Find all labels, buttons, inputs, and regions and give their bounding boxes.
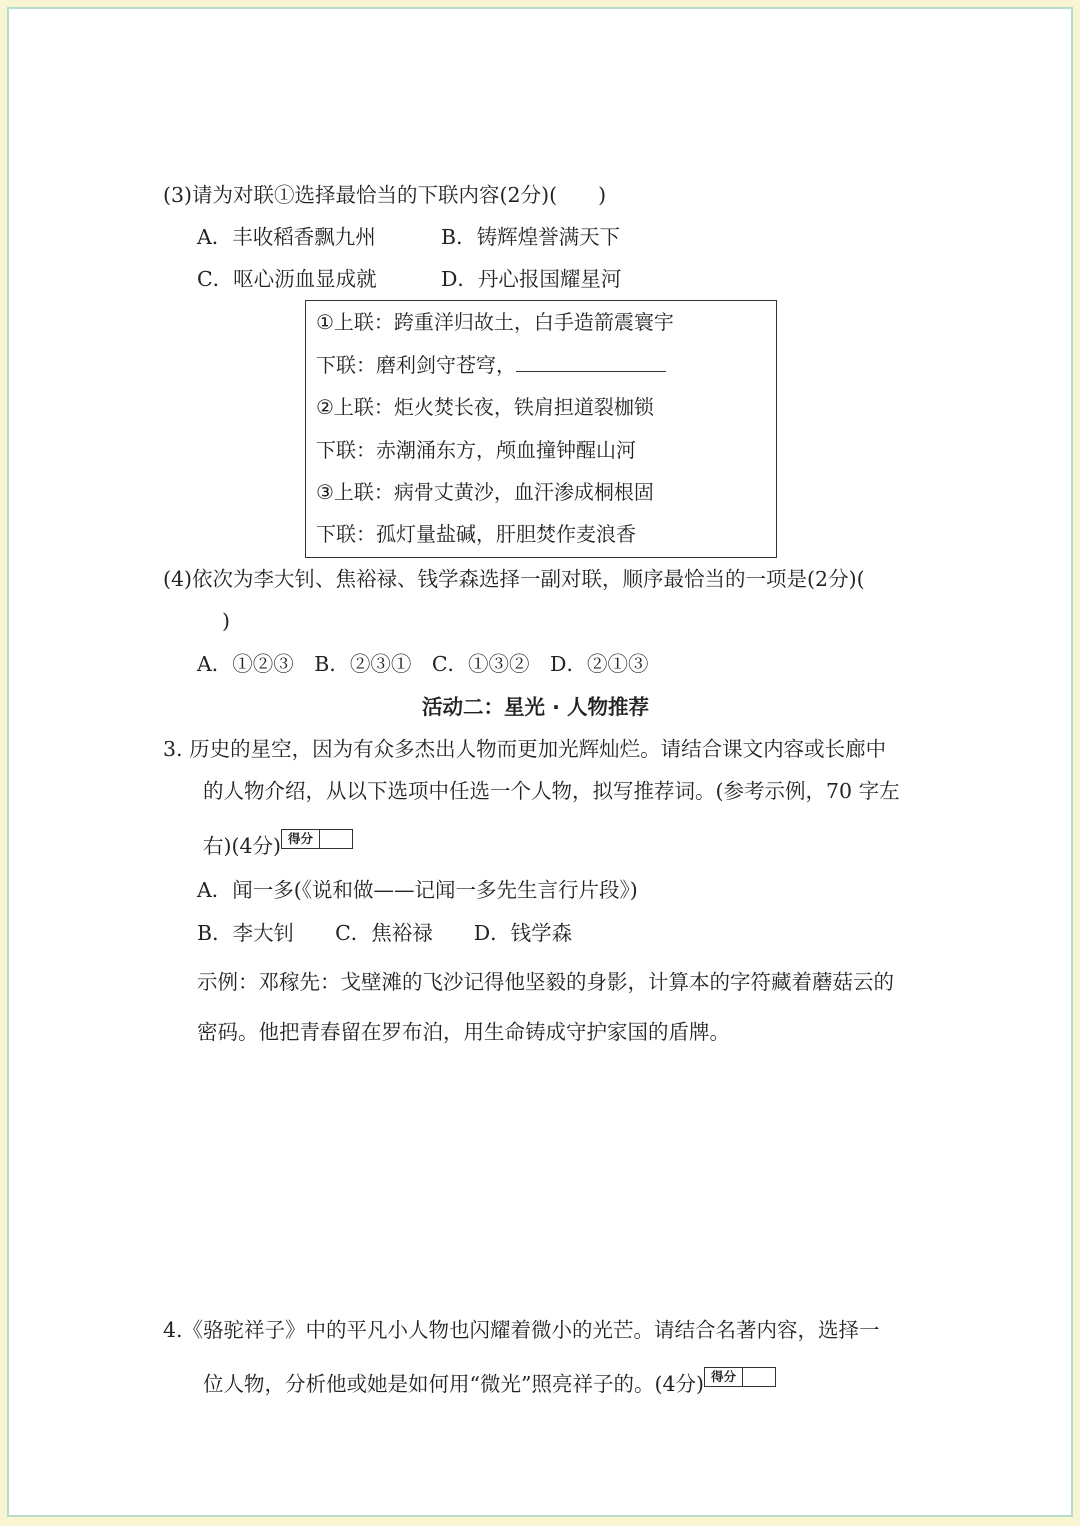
couplet-1-lower-text: 下联：磨利剑守苍穹， — [316, 353, 516, 377]
couplet-3-upper: ③上联：病骨丈黄沙，血汗渗成桐根固 — [316, 480, 654, 504]
question-4-line-2 — [203, 1367, 776, 1398]
option-a: A．丰收稻香飘九州 — [197, 225, 376, 249]
couplet-2-upper: ②上联：炬火焚长夜，铁肩担道裂枷锁 — [316, 395, 654, 419]
question-4-options: A．①②③ B．②③① C．①③② D．②①③ — [197, 652, 649, 676]
question-3-line-1: 3. 历史的星空，因为有众多杰出人物而更加光辉灿烂。请结合课文内容或长廊中 — [163, 737, 887, 761]
couplet-box — [305, 300, 777, 558]
question-3-line-2: 的人物介绍，从以下选项中任选一个人物，拟写推荐词。(参考示例，70 字左 — [203, 779, 900, 803]
score-label: 得分 — [705, 1368, 743, 1386]
couplet-2-lower: 下联：赤潮涌东方，颅血撞钟醒山河 — [316, 438, 636, 462]
score-box[interactable] — [281, 829, 353, 849]
answer-blank[interactable] — [516, 351, 666, 372]
couplet-1-lower — [316, 351, 666, 379]
couplet-1-upper: ①上联：跨重洋归故土，白手造箭震寰宇 — [316, 310, 674, 334]
score-box[interactable] — [704, 1367, 776, 1387]
question-4-stem-end: ) — [222, 609, 230, 633]
question-3-line-3 — [203, 829, 353, 860]
option-b: B．铸辉煌誉满天下 — [441, 225, 621, 249]
question-3-option-a: A．闻一多(《说和做——记闻一多先生言行片段》) — [197, 878, 638, 902]
example-line-2: 密码。他把青春留在罗布泊，用生命铸成守护家国的盾牌。 — [197, 1020, 730, 1044]
option-d: D．丹心报国耀星河 — [441, 267, 622, 291]
question-3-options-bcd: B．李大钊 C．焦裕禄 D．钱学森 — [197, 921, 573, 945]
question-4-line-1: 4.《骆驼祥子》中的平凡小人物也闪耀着微小的光芒。请结合名著内容，选择一 — [163, 1318, 880, 1342]
question-3-stem: (3)请为对联①选择最恰当的下联内容(2分)( ) — [163, 183, 607, 207]
question-4-line-2-text: 位人物，分析他或她是如何用“微光”照亮祥子的。(4分) — [203, 1372, 704, 1396]
score-label: 得分 — [282, 830, 320, 848]
couplet-3-lower: 下联：孤灯量盐碱，肝胆焚作麦浪香 — [316, 522, 636, 546]
example-line-1: 示例：邓稼先：戈壁滩的飞沙记得他坚毅的身影，计算本的字符藏着蘑菇云的 — [197, 970, 894, 994]
question-3-line-3-text: 右)(4分) — [203, 834, 282, 858]
activity-2-title: 活动二：星光 · 人物推荐 — [422, 695, 650, 719]
question-4-stem: (4)依次为李大钊、焦裕禄、钱学森选择一副对联，顺序最恰当的一项是(2分)( — [163, 567, 865, 591]
option-c: C．呕心沥血显成就 — [197, 267, 377, 291]
